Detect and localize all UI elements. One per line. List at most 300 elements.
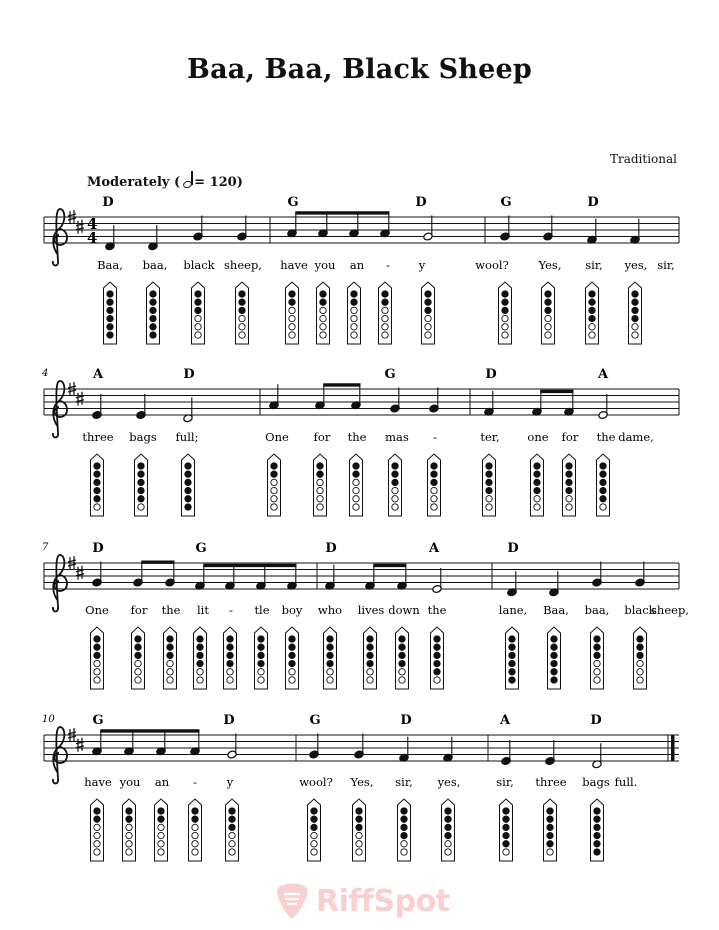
hole-open (392, 487, 398, 493)
hole-closed (503, 841, 509, 847)
hole-open (353, 496, 359, 502)
hole-open (239, 315, 245, 321)
hole-open (431, 496, 437, 502)
hole-open (637, 669, 643, 675)
fingering-chart (350, 454, 363, 516)
fingering-chart (192, 282, 205, 344)
hole-closed (195, 299, 201, 305)
hole-closed (94, 487, 100, 493)
lyric-syllable: an (154, 775, 170, 789)
hole-open (317, 504, 323, 510)
lyric-syllable: Yes, (350, 775, 374, 789)
chord-symbol: D (102, 195, 114, 210)
chord-symbol: D (183, 367, 195, 382)
hole-open (600, 504, 606, 510)
hole-closed (150, 332, 156, 338)
lyric-syllable: full. (614, 775, 638, 789)
hole-closed (94, 816, 100, 822)
quarter-note (545, 740, 555, 765)
hole-closed (367, 652, 373, 658)
sharp-icon (76, 738, 84, 752)
fingering-chart (428, 454, 441, 516)
hole-closed (547, 832, 553, 838)
lyric-syllable: tle (254, 603, 270, 617)
hole-closed (107, 315, 113, 321)
fingering-chart (182, 454, 195, 516)
hole-open (327, 677, 333, 683)
fingering-chart (379, 282, 392, 344)
fingering-chart (499, 282, 512, 344)
eighth-note (124, 730, 134, 755)
hole-closed (185, 471, 191, 477)
hole-closed (431, 479, 437, 485)
half-note (432, 568, 442, 593)
eighth-note (133, 562, 143, 587)
hole-closed (503, 816, 509, 822)
fingering-chart (483, 454, 496, 516)
fingering-chart (629, 282, 642, 344)
quarter-note (92, 562, 102, 587)
measure-number: 4 (42, 368, 49, 379)
quarter-note (507, 571, 517, 596)
hole-open (94, 832, 100, 838)
fingering-chart (389, 454, 402, 516)
hole-closed (367, 636, 373, 642)
lyric-syllable: for (313, 430, 331, 444)
hole-closed (637, 652, 643, 658)
hole-open (547, 849, 553, 855)
chord-symbol: D (92, 541, 104, 556)
hole-closed (509, 669, 515, 675)
staff-system (42, 541, 689, 689)
eighth-note (256, 565, 266, 590)
lyric-syllable: yes, (437, 775, 461, 789)
hole-closed (158, 816, 164, 822)
hole-open (289, 315, 295, 321)
hole-open (392, 504, 398, 510)
chord-symbol: G (500, 195, 512, 210)
quarter-note (269, 384, 279, 409)
hole-closed (185, 496, 191, 502)
hole-closed (600, 496, 606, 502)
lyric-syllable: sheep, (651, 603, 689, 617)
hole-closed (185, 479, 191, 485)
hole-closed (503, 808, 509, 814)
hole-closed (486, 471, 492, 477)
fingering-chart (396, 627, 409, 689)
lyric-syllable: who (317, 603, 343, 617)
eighth-note (287, 565, 297, 590)
eighth-note (532, 391, 542, 416)
hole-closed (356, 816, 362, 822)
hole-closed (94, 652, 100, 658)
quarter-note (429, 388, 439, 413)
fingering-chart (286, 282, 299, 344)
hole-closed (320, 299, 326, 305)
hole-closed (94, 463, 100, 469)
lyric-syllable: sir, (585, 258, 603, 272)
hole-open (135, 677, 141, 683)
hole-closed (434, 660, 440, 666)
hole-open (94, 669, 100, 675)
hole-closed (401, 824, 407, 830)
chord-symbol: D (325, 541, 337, 556)
hole-closed (126, 808, 132, 814)
hole-closed (547, 808, 553, 814)
hole-closed (399, 636, 405, 642)
hole-closed (239, 307, 245, 313)
hole-open (486, 504, 492, 510)
quarter-note (136, 394, 146, 419)
fingering-chart (91, 454, 104, 516)
hole-closed (138, 496, 144, 502)
fingering-chart (364, 627, 377, 689)
lyric-syllable: - (193, 775, 197, 789)
hole-closed (503, 824, 509, 830)
hole-closed (150, 324, 156, 330)
hole-open (126, 849, 132, 855)
quarter-note (354, 734, 364, 759)
fingering-chart (226, 799, 239, 861)
hole-open (320, 307, 326, 313)
hole-closed (503, 832, 509, 838)
hole-closed (534, 463, 540, 469)
fingering-chart (634, 627, 647, 689)
hole-closed (594, 652, 600, 658)
hole-closed (94, 644, 100, 650)
hole-closed (534, 487, 540, 493)
hole-closed (594, 832, 600, 838)
chord-symbol: A (92, 367, 104, 382)
hole-closed (425, 291, 431, 297)
hole-open (594, 677, 600, 683)
hole-closed (594, 849, 600, 855)
hole-closed (351, 291, 357, 297)
hole-closed (547, 824, 553, 830)
lyric-syllable: One (265, 430, 289, 444)
lyric-syllable: Baa, (543, 603, 569, 617)
hole-open (589, 324, 595, 330)
hole-closed (566, 487, 572, 493)
hole-open (138, 504, 144, 510)
fingering-chart (164, 627, 177, 689)
hole-open (167, 660, 173, 666)
hole-open (271, 504, 277, 510)
hole-closed (327, 644, 333, 650)
measure-number: 10 (42, 714, 55, 725)
hole-open (271, 479, 277, 485)
hole-closed (229, 816, 235, 822)
hole-closed (399, 644, 405, 650)
hole-closed (227, 644, 233, 650)
beam (323, 383, 360, 386)
fingering-chart (255, 627, 268, 689)
lyric-syllable: baa, (584, 603, 610, 617)
hole-open (258, 669, 264, 675)
hole-open (425, 324, 431, 330)
eighth-note (564, 391, 574, 416)
hole-closed (289, 636, 295, 642)
hole-open (94, 824, 100, 830)
hole-open (271, 496, 277, 502)
sharp-icon (76, 566, 84, 580)
quarter-note (237, 216, 247, 241)
hole-closed (589, 315, 595, 321)
eighth-note (380, 212, 390, 237)
staff-system (44, 195, 679, 344)
hole-closed (138, 463, 144, 469)
hole-closed (594, 644, 600, 650)
lyric-syllable: for (130, 603, 148, 617)
hole-closed (431, 471, 437, 477)
song-title: Baa, Baa, Black Sheep (187, 54, 532, 85)
fingering-chart (317, 282, 330, 344)
hole-open (382, 307, 388, 313)
hole-closed (594, 636, 600, 642)
hole-open (632, 332, 638, 338)
riffspot-watermark (274, 880, 454, 930)
time-signature-bottom: 4 (87, 229, 98, 247)
hole-closed (401, 832, 407, 838)
fingering-chart (104, 282, 117, 344)
fingering-chart (586, 282, 599, 344)
lyric-syllable: the (161, 603, 181, 617)
fingering-chart (224, 627, 237, 689)
hole-open (126, 832, 132, 838)
chord-symbol: D (587, 195, 599, 210)
hole-open (167, 669, 173, 675)
hole-closed (94, 471, 100, 477)
fingering-chart (398, 799, 411, 861)
hole-closed (425, 299, 431, 305)
hole-closed (392, 471, 398, 477)
hole-open (320, 324, 326, 330)
hole-open (192, 849, 198, 855)
hole-closed (227, 636, 233, 642)
hole-closed (551, 669, 557, 675)
hole-open (382, 315, 388, 321)
hole-open (126, 841, 132, 847)
hole-open (311, 832, 317, 838)
hole-open (311, 849, 317, 855)
fingering-chart (286, 627, 299, 689)
hole-open (425, 315, 431, 321)
hole-closed (327, 636, 333, 642)
hole-closed (258, 644, 264, 650)
fingering-chart (597, 454, 610, 516)
hole-closed (192, 808, 198, 814)
half-note (227, 734, 237, 759)
hole-closed (509, 636, 515, 642)
hole-closed (445, 816, 451, 822)
hole-closed (150, 315, 156, 321)
hole-open (445, 841, 451, 847)
fingering-chart (314, 454, 327, 516)
hole-closed (317, 471, 323, 477)
fingering-chart (155, 799, 168, 861)
fingering-chart (563, 454, 576, 516)
hole-closed (551, 652, 557, 658)
hole-closed (594, 808, 600, 814)
hole-open (126, 824, 132, 830)
hole-closed (197, 636, 203, 642)
hole-open (289, 669, 295, 675)
hole-closed (192, 816, 198, 822)
hole-closed (632, 315, 638, 321)
hole-closed (150, 307, 156, 313)
hole-open (356, 832, 362, 838)
hole-open (445, 849, 451, 855)
lyric-syllable: Baa, (97, 258, 123, 272)
eighth-note (195, 565, 205, 590)
lyric-syllable: sir, (395, 775, 413, 789)
hole-open (239, 324, 245, 330)
quarter-note (148, 225, 158, 250)
fingering-chart (531, 454, 544, 516)
hole-open (327, 669, 333, 675)
hole-closed (227, 652, 233, 658)
hole-closed (94, 479, 100, 485)
hole-open (94, 677, 100, 683)
hole-closed (94, 808, 100, 814)
hole-closed (434, 644, 440, 650)
brand-name: RiffSpot (316, 884, 450, 919)
eighth-note (225, 565, 235, 590)
chord-symbol: A (597, 367, 609, 382)
hole-open (227, 677, 233, 683)
lyric-syllable: lit (197, 603, 209, 617)
hole-open (289, 332, 295, 338)
hole-open (431, 504, 437, 510)
hole-open (382, 324, 388, 330)
hole-open (289, 677, 295, 683)
hole-open (317, 487, 323, 493)
hole-open (503, 849, 509, 855)
lyric-syllable: the (427, 603, 447, 617)
hole-open (502, 332, 508, 338)
hole-closed (637, 636, 643, 642)
quarter-note (500, 216, 510, 241)
hole-closed (431, 463, 437, 469)
hole-open (158, 849, 164, 855)
hole-open (289, 324, 295, 330)
hole-closed (158, 808, 164, 814)
lyric-syllable: three (535, 775, 567, 789)
hole-open (353, 487, 359, 493)
hole-closed (138, 487, 144, 493)
final-barline (671, 735, 675, 761)
hole-closed (551, 644, 557, 650)
fingering-chart (135, 454, 148, 516)
beam (540, 390, 573, 393)
hole-open (351, 315, 357, 321)
chord-symbol: G (92, 713, 104, 728)
hole-open (502, 324, 508, 330)
hole-closed (195, 291, 201, 297)
quarter-note (309, 734, 319, 759)
hole-closed (486, 479, 492, 485)
hole-open (534, 504, 540, 510)
hole-closed (327, 652, 333, 658)
lyric-syllable: - (433, 430, 437, 444)
fingering-chart (91, 627, 104, 689)
hole-open (229, 849, 235, 855)
hole-open (229, 832, 235, 838)
tempo-marking: Moderately ( = 120) (87, 174, 243, 190)
hole-closed (271, 471, 277, 477)
hole-closed (135, 644, 141, 650)
hole-open (594, 660, 600, 666)
beam (373, 564, 406, 567)
hole-open (135, 669, 141, 675)
hole-closed (351, 299, 357, 305)
fingering-chart (268, 454, 281, 516)
fingering-chart (506, 627, 519, 689)
hole-closed (197, 652, 203, 658)
lyric-syllable: y (418, 258, 426, 272)
half-note (592, 743, 602, 768)
eighth-note (165, 562, 175, 587)
eighth-note (287, 212, 297, 237)
hole-closed (534, 471, 540, 477)
lyric-syllable: yes, (624, 258, 648, 272)
hole-closed (547, 816, 553, 822)
lyric-syllable: boy (281, 603, 303, 617)
hole-open (158, 824, 164, 830)
hole-open (534, 496, 540, 502)
hole-open (382, 332, 388, 338)
beam (295, 211, 389, 214)
hole-closed (185, 463, 191, 469)
lyric-syllable: wool? (299, 775, 333, 789)
hole-open (320, 332, 326, 338)
fingering-chart (353, 799, 366, 861)
hole-open (195, 324, 201, 330)
hole-open (399, 669, 405, 675)
lyric-syllable: ter, (480, 430, 500, 444)
hole-closed (545, 299, 551, 305)
hole-closed (271, 463, 277, 469)
hole-closed (509, 660, 515, 666)
hole-open (425, 332, 431, 338)
quarter-note (484, 391, 494, 416)
hole-open (192, 824, 198, 830)
tempo-label: Moderately (87, 175, 170, 190)
hole-closed (167, 644, 173, 650)
hole-open (351, 332, 357, 338)
hole-closed (258, 660, 264, 666)
fingering-chart (542, 282, 555, 344)
lyric-syllable: sir, (496, 775, 514, 789)
hole-closed (138, 471, 144, 477)
chord-symbol: D (590, 713, 602, 728)
hole-closed (566, 471, 572, 477)
hole-closed (327, 660, 333, 666)
composer-credit: Traditional (609, 152, 677, 166)
hole-open (356, 849, 362, 855)
hole-closed (399, 652, 405, 658)
hole-open (320, 315, 326, 321)
eighth-note (397, 565, 407, 590)
chord-symbol: D (415, 195, 427, 210)
quarter-note (92, 394, 102, 419)
fingering-chart (91, 799, 104, 861)
hole-closed (289, 652, 295, 658)
hole-closed (356, 824, 362, 830)
fingering-chart (500, 799, 513, 861)
lyric-syllable: three (82, 430, 114, 444)
tempo-bpm: = 120 (194, 175, 237, 190)
